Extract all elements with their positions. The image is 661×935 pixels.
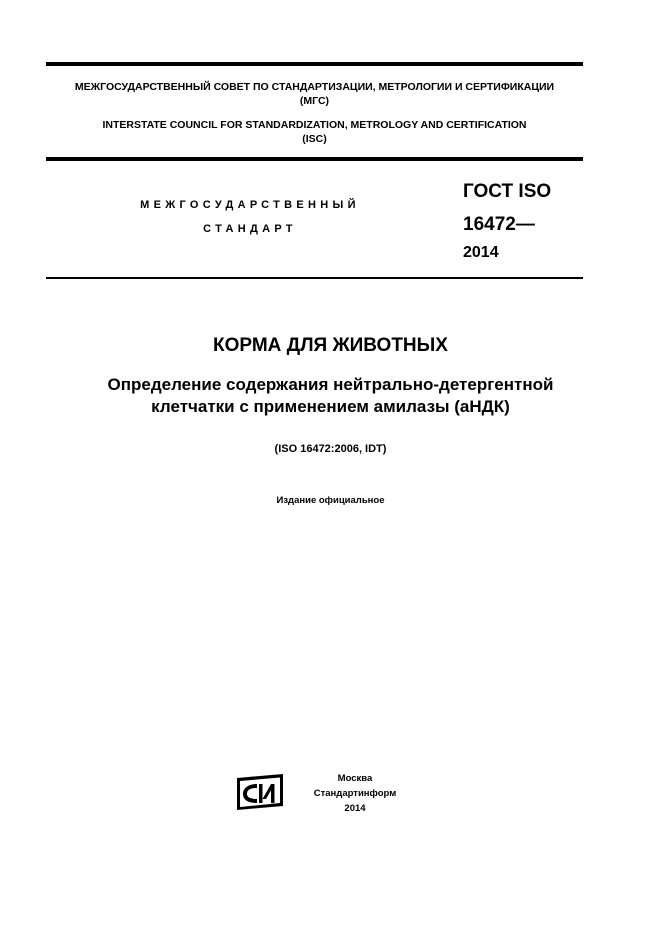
header-divider-rule <box>46 157 583 161</box>
designation-divider-rule <box>46 277 583 279</box>
iso-reference: (ISO 16472:2006, IDT) <box>274 443 387 455</box>
publisher-year: 2014 <box>344 803 366 814</box>
edition-note: Издание официальное <box>276 495 385 506</box>
council-abbr-ru: (МГС) <box>299 95 330 107</box>
top-rule <box>46 62 583 66</box>
standard-kind-line1: МЕЖГОСУДАРСТВЕННЫЙ <box>140 199 360 211</box>
document-subtitle-line1: Определение содержания нейтрально-детергентной <box>107 375 554 394</box>
publisher-city: Москва <box>337 773 373 784</box>
council-name-en: INTERSTATE COUNCIL FOR STANDARDIZATION, METROLOGY AND CERTIFICATION <box>102 119 527 131</box>
publisher-name: Стандартинформ <box>313 788 397 799</box>
council-abbr-en: (ISC) <box>302 133 327 145</box>
standard-kind-line2: СТАНДАРТ <box>203 223 297 235</box>
document-subtitle-line2: клетчатки с применением амилазы (аНДК) <box>151 397 510 416</box>
standard-designation-line2: 16472— <box>463 214 535 235</box>
standard-designation-line1: ГОСТ ISO <box>463 181 552 202</box>
document-title: КОРМА ДЛЯ ЖИВОТНЫХ <box>213 335 448 356</box>
standartinform-logo-icon <box>235 772 285 812</box>
council-name-ru: МЕЖГОСУДАРСТВЕННЫЙ СОВЕТ ПО СТАНДАРТИЗАЦИИ, МЕТРОЛОГИИ И СЕРТИФИКАЦИИ <box>74 81 555 93</box>
standard-designation-year: 2014 <box>463 244 499 261</box>
